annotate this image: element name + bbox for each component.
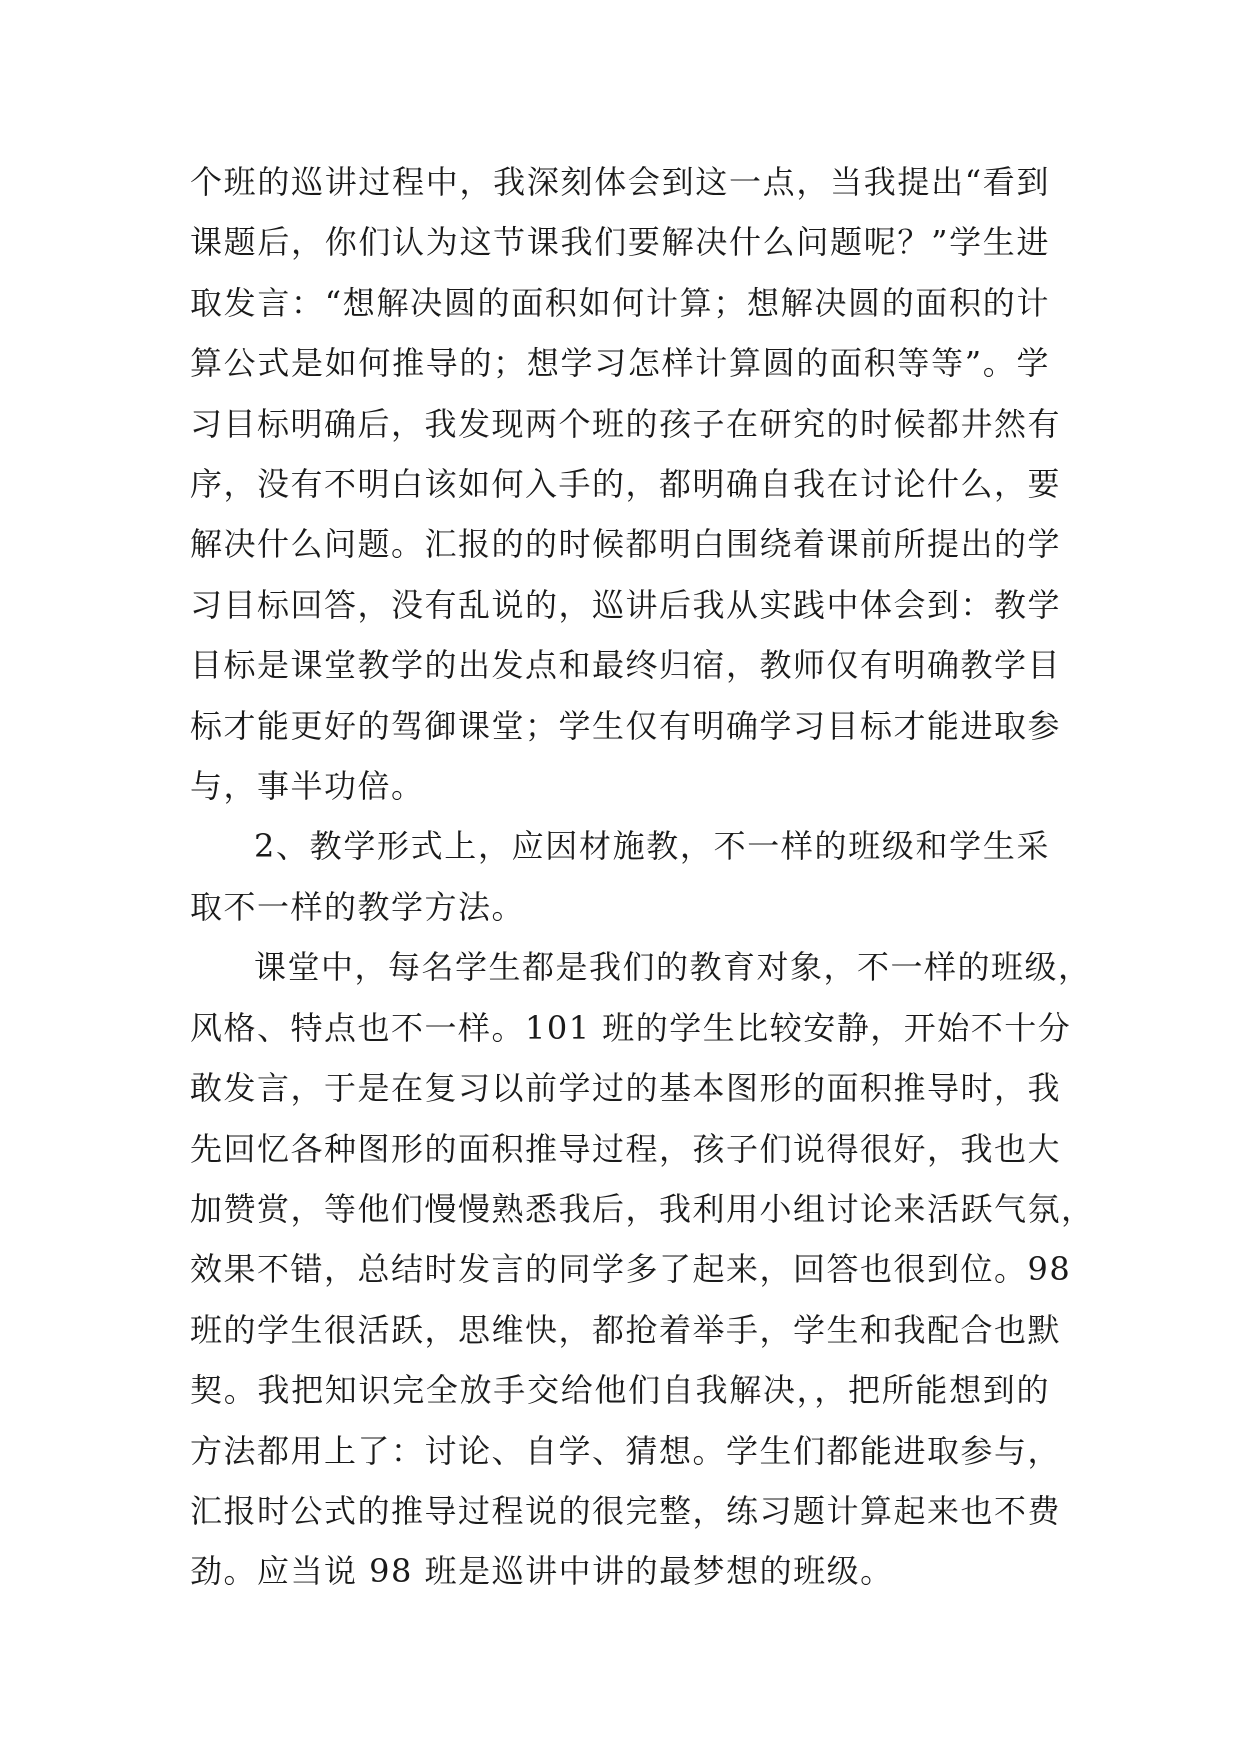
text-line: 风格、特点也不一样。101 班的学生比较安静，开始不十分 <box>190 1008 1072 1047</box>
text-line: 个班的巡讲过程中，我深刻体会到这一点，当我提出“看到 <box>190 163 1050 201</box>
document-body <box>190 152 1095 1602</box>
text-line: 解决什么问题。汇报的的时候都明白围绕着课前所提出的学 <box>190 525 1062 564</box>
text-line: 算公式是如何推导的；想学习怎样计算圆的面积等等”。学 <box>190 344 1050 383</box>
text-line: 习目标明确后，我发现两个班的孩子在研究的时候都井然有 <box>190 404 1062 443</box>
text-line: 标才能更好的驾御课堂；学生仅有明确学习目标才能进取参 <box>190 706 1062 745</box>
text-line: 班的学生很活跃，思维快，都抢着举手，学生和我配合也默 <box>190 1310 1062 1349</box>
text-line: 契。我把知识完全放手交给他们自我解决，，把所能想到的 <box>190 1371 1050 1410</box>
paragraph-1 <box>190 152 1062 816</box>
text-line: 劲。应当说 98 班是巡讲中讲的最梦想的班级。 <box>190 1552 894 1591</box>
text-line: 2、教学形式上，应因材施教，不一样的班级和学生采 <box>254 827 1050 866</box>
text-line: 课题后，你们认为这节课我们要解决什么问题呢？”学生进 <box>190 223 1050 262</box>
text-line: 先回忆各种图形的面积推导过程，孩子们说得很好，我也大 <box>190 1129 1062 1168</box>
text-line: 习目标回答，没有乱说的，巡讲后我从实践中体会到：教学 <box>190 585 1062 624</box>
text-line: 取发言：“想解决圆的面积如何计算；想解决圆的面积的计 <box>190 283 1050 322</box>
text-line: 目标是课堂教学的出发点和最终归宿，教师仅有明确教学目 <box>190 646 1062 685</box>
text-line: 方法都用上了：讨论、自学、猜想。学生们都能进取参与， <box>190 1431 1062 1470</box>
text-line: 效果不错，总结时发言的同学多了起来，回答也很到位。98 <box>190 1250 1072 1289</box>
text-line: 课堂中，每名学生都是我们的教育对象，不一样的班级， <box>254 948 1092 987</box>
text-line: 与，事半功倍。 <box>190 767 425 806</box>
text-line: 取不一样的教学方法。 <box>190 887 526 926</box>
paragraph-3 <box>190 937 1095 1601</box>
text-line: 敢发言，于是在复习以前学过的基本图形的面积推导时，我 <box>190 1069 1062 1108</box>
text-line: 加赞赏，等他们慢慢熟悉我后，我利用小组讨论来活跃气氛， <box>190 1189 1095 1228</box>
paragraph-2 <box>190 816 1050 937</box>
text-line: 汇报时公式的推导过程说的很完整，练习题计算起来也不费 <box>190 1491 1062 1530</box>
text-line: 序，没有不明白该如何入手的，都明确自我在讨论什么，要 <box>190 465 1062 504</box>
